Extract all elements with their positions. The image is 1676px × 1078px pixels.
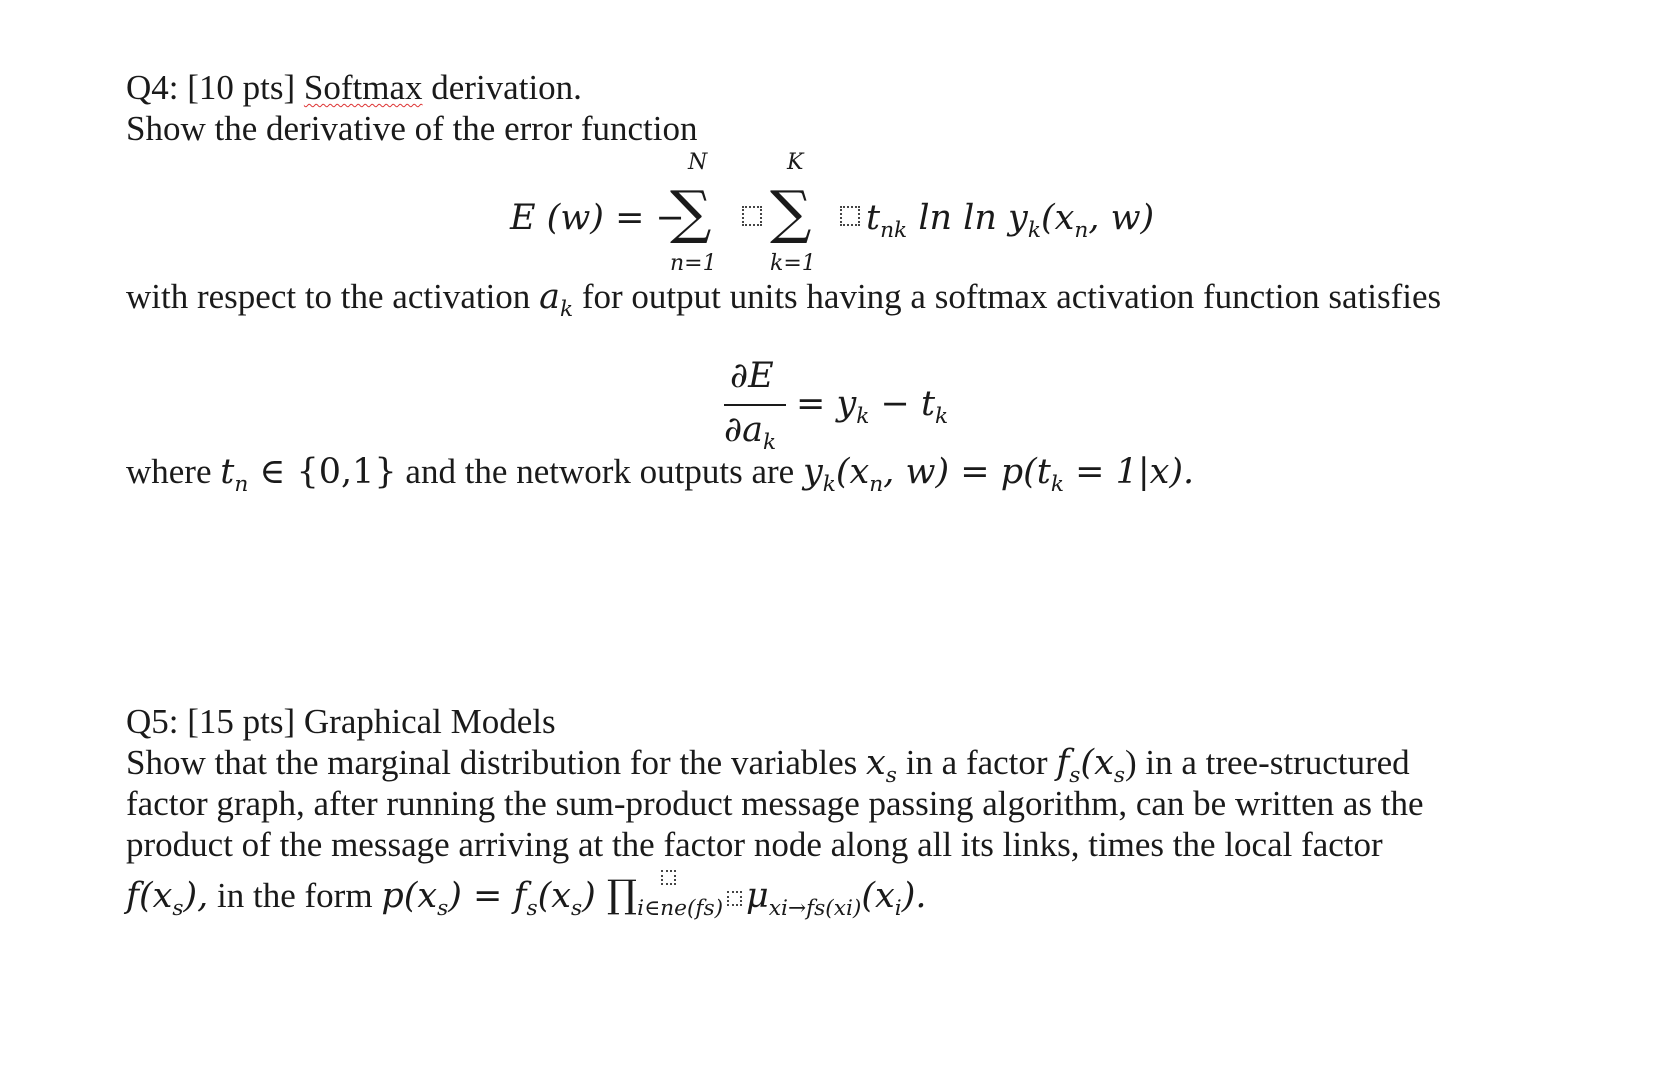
q5-line4-g: ) — [582, 876, 607, 916]
q4-line2 — [126, 277, 1442, 322]
eq1-sum2-upper: K — [787, 150, 804, 175]
q4-line3-t-sub: n — [234, 472, 249, 497]
eq2-fraction-bar — [724, 404, 786, 406]
q5-mu: μ — [746, 876, 769, 916]
eq2-rhs-b: − t — [869, 384, 936, 424]
eq1-rhs — [866, 198, 1155, 243]
q5-mu-sub: xi→fs(xi) — [768, 896, 862, 921]
q5-line4-a: f(x — [126, 876, 173, 916]
q4-line3-t: t — [220, 452, 235, 492]
eq2-den-sub: k — [762, 430, 777, 455]
eq2-numerator: ∂E — [730, 356, 774, 396]
q4-line2-a: with respect to the activation — [126, 277, 540, 316]
eq2-rhs-a-sub: k — [856, 404, 870, 429]
q4-line3-y: y — [802, 452, 823, 492]
q4-line3-e: , w) = p(t — [883, 452, 1051, 492]
q5-line1 — [126, 743, 1410, 788]
eq2-den: ∂a — [724, 410, 763, 450]
q4-line1: Show the derivative of the error function — [126, 109, 698, 148]
q4-line2-var: a — [539, 277, 560, 317]
q4-line3-y-sub: k — [822, 472, 836, 497]
q5-product-sub: i∈ne(fs) — [637, 896, 724, 921]
q5-line4 — [126, 872, 927, 921]
q5-line4-h-sub: i — [894, 896, 902, 921]
q5-line3: product of the message arriving at the factor node along all its links, times the local factor — [126, 825, 1383, 864]
eq1-term-sub: nk — [880, 218, 908, 243]
eq2-rhs-a: = y — [796, 384, 857, 424]
q4-line3-b: ∈ {0,1} — [248, 452, 397, 492]
eq1-sum2-lower: k=1 — [770, 251, 816, 276]
q5-line2: factor graph, after running the sum-product message passing algorithm, can be written as the — [126, 784, 1424, 823]
q5-line4-c: in the form — [208, 876, 382, 915]
eq1-args-sub: n — [1074, 218, 1089, 243]
q4-line2-b: for output units having a softmax activation function satisfies — [573, 277, 1442, 316]
eq2-rhs — [796, 384, 949, 429]
eq1-sum1: ∑ — [670, 178, 712, 246]
q4-line3-d: (x — [835, 452, 870, 492]
q4-line2-var-sub: k — [559, 297, 574, 322]
q5-line1-x: x — [866, 743, 886, 783]
eq1-args-end: , w) — [1088, 198, 1155, 238]
q5-line4-f-sub: s — [571, 896, 583, 921]
eq1-term: t — [866, 198, 881, 238]
q5-line1-f: f — [1056, 743, 1070, 783]
placeholder-box — [727, 891, 742, 906]
eq2-rhs-b-sub: k — [935, 404, 949, 429]
eq1-sum1-upper: N — [688, 150, 708, 175]
q4-line3-e-sub: k — [1050, 472, 1064, 497]
q5-line1-a: Show that the marginal distribution for the variables — [126, 743, 867, 782]
eq1-args: (x — [1040, 198, 1075, 238]
q5-line4-b: ), — [183, 876, 209, 916]
q5-line1-x-sub: s — [885, 763, 897, 788]
q5-line1-c: (x — [1080, 743, 1114, 783]
q4-heading-word: Softmax — [303, 68, 423, 107]
eq1-rest: ln ln y — [907, 198, 1028, 238]
q5-line1-f-sub: s — [1069, 763, 1081, 788]
q5-heading: Q5: [15 pts] Graphical Models — [126, 702, 556, 741]
q5-line1-d: ) in a tree-structured — [1124, 743, 1410, 782]
q5-line4-i: ). — [901, 876, 927, 916]
q5-line1-b: in a factor — [896, 743, 1057, 782]
q5-line4-d: p(x — [381, 876, 438, 916]
placeholder-box-upper — [661, 870, 676, 885]
q4-line3-c: and the network outputs are — [396, 452, 803, 491]
q4-line3-f: = 1|x). — [1064, 452, 1195, 492]
eq1-sum1-lower: n=1 — [670, 251, 717, 276]
q5-line4-d-sub: s — [437, 896, 449, 921]
q4-line3-a: where — [126, 452, 221, 491]
q4-heading-suffix: derivation. — [422, 68, 582, 107]
q5-line4-f: (x — [537, 876, 571, 916]
q5-line4-h: (x — [861, 876, 895, 916]
placeholder-box — [840, 206, 860, 226]
q5-product-symbol: ∏ — [606, 872, 638, 916]
q5-line4-e: ) = f — [448, 876, 527, 916]
q5-line1-c-sub: s — [1113, 763, 1125, 788]
q5-line4-a-sub: s — [172, 896, 184, 921]
eq1-rest-sub: k — [1027, 218, 1041, 243]
q4-heading — [126, 68, 582, 108]
q4-line3-d-sub: n — [869, 472, 884, 497]
eq1-sum2: ∑ — [770, 178, 812, 246]
eq2-denominator — [724, 410, 777, 455]
q4-line3 — [126, 452, 1195, 497]
q5-line4-e-sub: s — [526, 896, 538, 921]
q4-heading-prefix: Q4: [10 pts] — [126, 68, 304, 107]
eq1-lhs: E (w) = − — [510, 198, 685, 238]
placeholder-box — [742, 206, 762, 226]
